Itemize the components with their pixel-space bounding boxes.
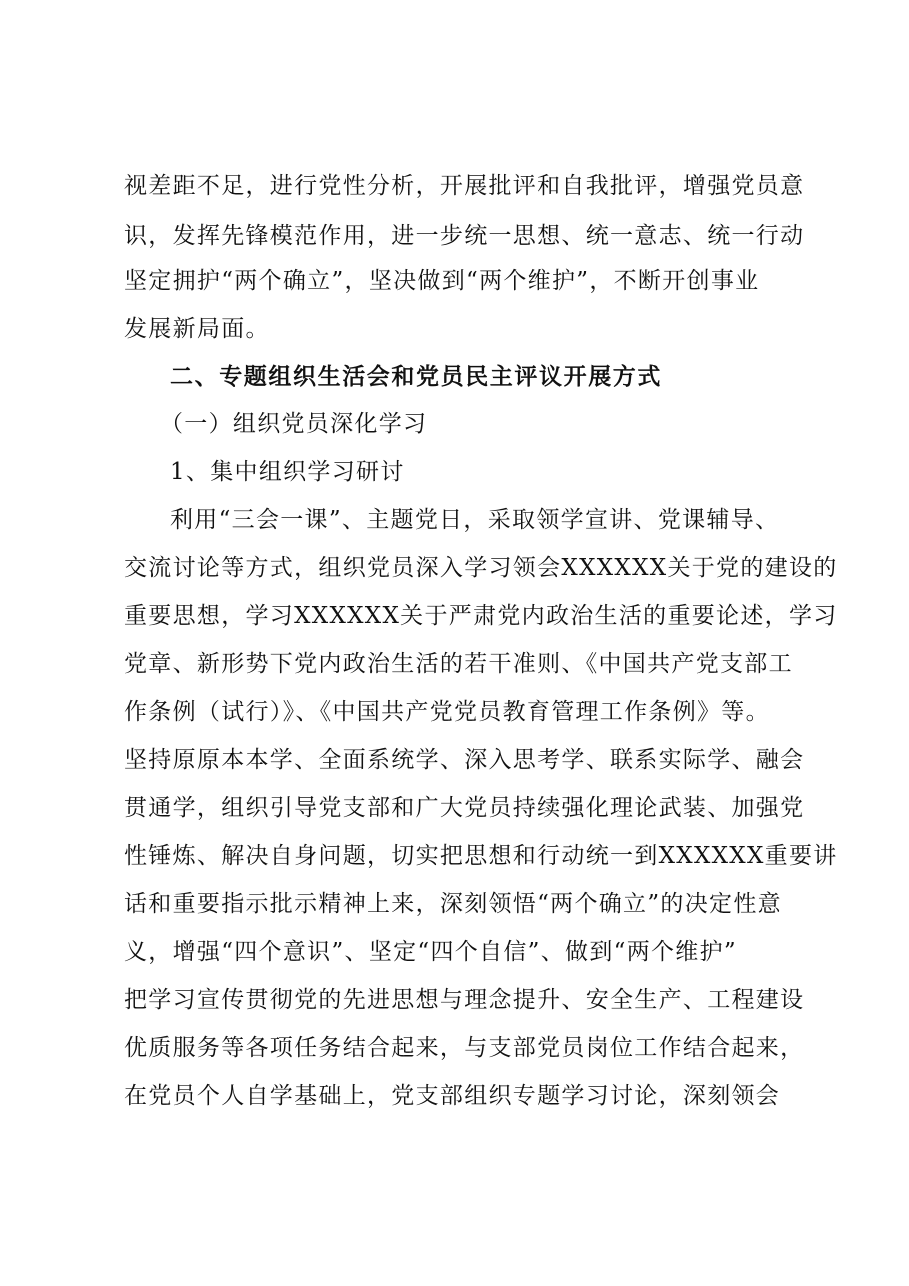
paragraph-2-line-3: 重要思想，学习XXXXXX关于严肃党内政治生活的重要论述，学习 (124, 603, 838, 629)
paragraph-1-line-4: 发展新局面。 (124, 316, 270, 342)
paragraph-1-line-2: 识，发挥先锋模范作用，进一步统一思想、统一意志、统一行动 (124, 223, 805, 249)
paragraph-2-line-7: 贯通学，组织引导党支部和广大党员持续强化理论武装、加强党 (124, 795, 805, 821)
item-heading: 1、集中组织学习研讨 (170, 459, 405, 485)
paragraph-2-line-2: 交流讨论等方式，组织党员深入学习领会XXXXXX关于党的建设的 (124, 555, 838, 581)
paragraph-2-line-8: 性锤炼、解决自身问题，切实把思想和行动统一到XXXXXX重要讲 (124, 843, 838, 869)
paragraph-2-line-1: 利用“三会一课”、主题党日，采取领学宣讲、党课辅导、 (170, 507, 780, 533)
paragraph-2-line-4: 党章、新形势下党内政治生活的若干准则、《中国共产党支部工 (124, 651, 793, 677)
section-heading: 二、专题组织生活会和党员民主评议开展方式 (170, 364, 662, 390)
paragraph-2-line-11: 把学习宣传贯彻党的先进思想与理念提升、安全生产、工程建设 (124, 987, 805, 1013)
subsection-heading: （一）组织党员深化学习 (160, 411, 428, 437)
paragraph-2-line-6: 坚持原原本本学、全面系统学、深入思考学、联系实际学、融会 (124, 747, 805, 773)
paragraph-2-line-5: 作条例（试行）》、《中国共产党党员教育管理工作条例》等。 (124, 699, 770, 725)
paragraph-1-line-1: 视差距不足，进行党性分析，开展批评和自我批评，增强党员意 (124, 173, 805, 199)
paragraph-2-line-13: 在党员个人自学基础上，党支部组织专题学习讨论，深刻领会 (124, 1083, 781, 1109)
paragraph-2-line-9: 话和重要指示批示精神上来，深刻领悟“两个确立”的决定性意 (124, 891, 782, 917)
paragraph-1-line-3: 坚定拥护“两个确立”，坚决做到“两个维护”，不断开创事业 (124, 268, 760, 294)
paragraph-2-line-10: 义，增强“四个意识”、坚定“四个自信”、做到“两个维护” (124, 939, 737, 965)
paragraph-2-line-12: 优质服务等各项任务结合起来，与支部党员岗位工作结合起来， (124, 1035, 805, 1061)
